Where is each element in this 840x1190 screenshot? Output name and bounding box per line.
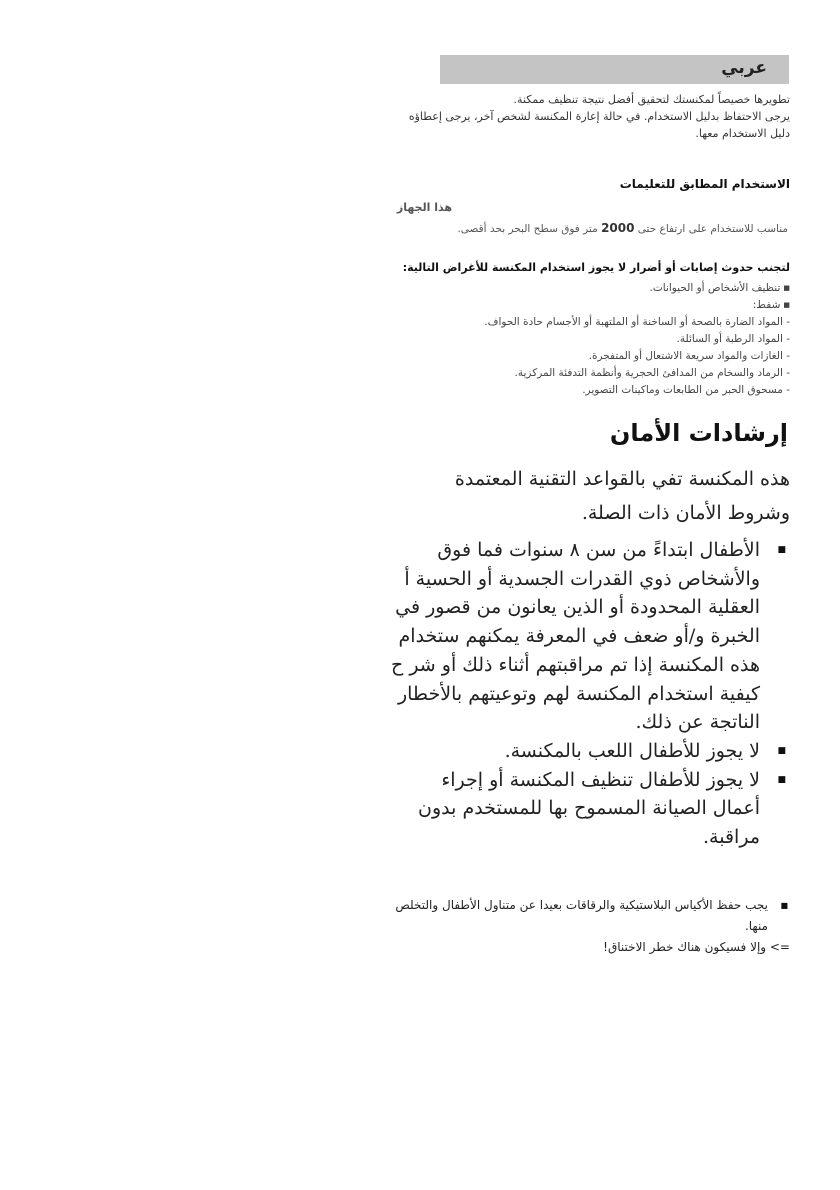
language-header [440,55,789,84]
list-item [390,895,790,937]
bullet-square-icon: ■ [783,284,790,292]
safety-intro: هذه المكنسة تفي بالقواعد التقنية المعتمدة وشروط الأمان ذات الصلة. [454,468,790,524]
sub-list-item: - المواد الرطبة أو السائلة. [676,333,790,345]
list-item [390,280,790,297]
safety-title: إرشادات الأمان [609,419,788,447]
suffocation-note: => وإلا فسيكون هناك خطر الاختناق! [603,940,790,954]
plastic-bags-warning [390,895,790,958]
usage-heading: الاستخدام المطابق للتعليمات [619,177,790,191]
list-item-text: شفط: [752,299,781,311]
intro-paragraph [390,91,790,142]
device-label: هذا الجهاز [396,201,452,214]
list-item [390,766,790,852]
list-item [390,297,790,314]
altitude-text-before: مناسب للاستخدام على ارتفاع حتى [634,223,788,235]
list-item-text: يجب حفظ الأكياس البلاستيكية والرقاقات بعيدا عن متناول الأطفال والتخلص منها. [395,898,768,933]
list-item-text: لا يجوز للأطفال اللعب بالمكنسة. [504,739,760,762]
altitude-note [390,221,788,235]
language-title: عربي [721,58,767,78]
bullet-square-icon: ■ [783,301,790,309]
list-item-text: الأطفال ابتداءً من سن ٨ سنوات فما فوق والأشخاص ذوي القدرات الجسدية أو الحسية أ العقلية المحدودة أو الذين يعانون من قصور في الخبرة و/أو ضعف في المعرفة يمكنهم ستخدام هذه المكنسة إذا تم مراقبتهم أثناء ذلك أو شر ح كيفية استخدام المكنسة لهم وتوعيتهم بالأخطار الناتجة عن ذلك. [391,539,760,734]
bullet-square-icon: ■ [777,774,786,785]
altitude-number: 2000 [601,221,635,235]
sub-list-item: - المواد الضارة بالصحة أو الساخنة أو الملتهبة أو الأجسام حادة الحواف. [484,316,790,328]
prohibited-heading: لتجنب حدوث إصابات أو أضرار لا يجوز استخدام المكنسة للأغراض التالية: [402,261,790,274]
sub-list-item: - الغازات والمواد سريعة الاشتعال أو المتفجرة. [588,350,790,362]
list-item-text: تنظيف الأشخاص أو الحيوانات. [649,282,781,294]
list-item [390,536,790,737]
list-item [390,737,790,766]
intro-line-1: تطويرها خصيصاً لمكنستك لتحقيق أفضل نتيجة تنظيف ممكنة. [513,93,790,106]
bullet-square-icon: ■ [777,545,786,555]
sub-list-item: - الرماد والسخام من المدافئ الحجرية وأنظمة التدفئة المركزية. [514,367,790,379]
altitude-text-after: متر فوق سطح البحر بحد أقصى. [457,223,602,235]
list-item-text: لا يجوز للأطفال تنظيف المكنسة أو إجراء أعمال الصيانة المسموح بها للمستخدم بدون مراقبة. [418,768,760,849]
sub-list-item: - مسحوق الحبر من الطابعات وماكينات التصوير. [582,384,790,396]
safety-bullets [390,536,790,852]
bullet-square-icon: ■ [780,901,788,910]
bullet-square-icon: ■ [777,745,786,756]
intro-line-2: يرجى الاحتفاظ بدليل الاستخدام. في حالة إعارة المكنسة لشخص آخر، يرجى إعطاؤه دليل الاستخدام معها. [408,110,790,140]
prohibited-list [390,280,790,399]
